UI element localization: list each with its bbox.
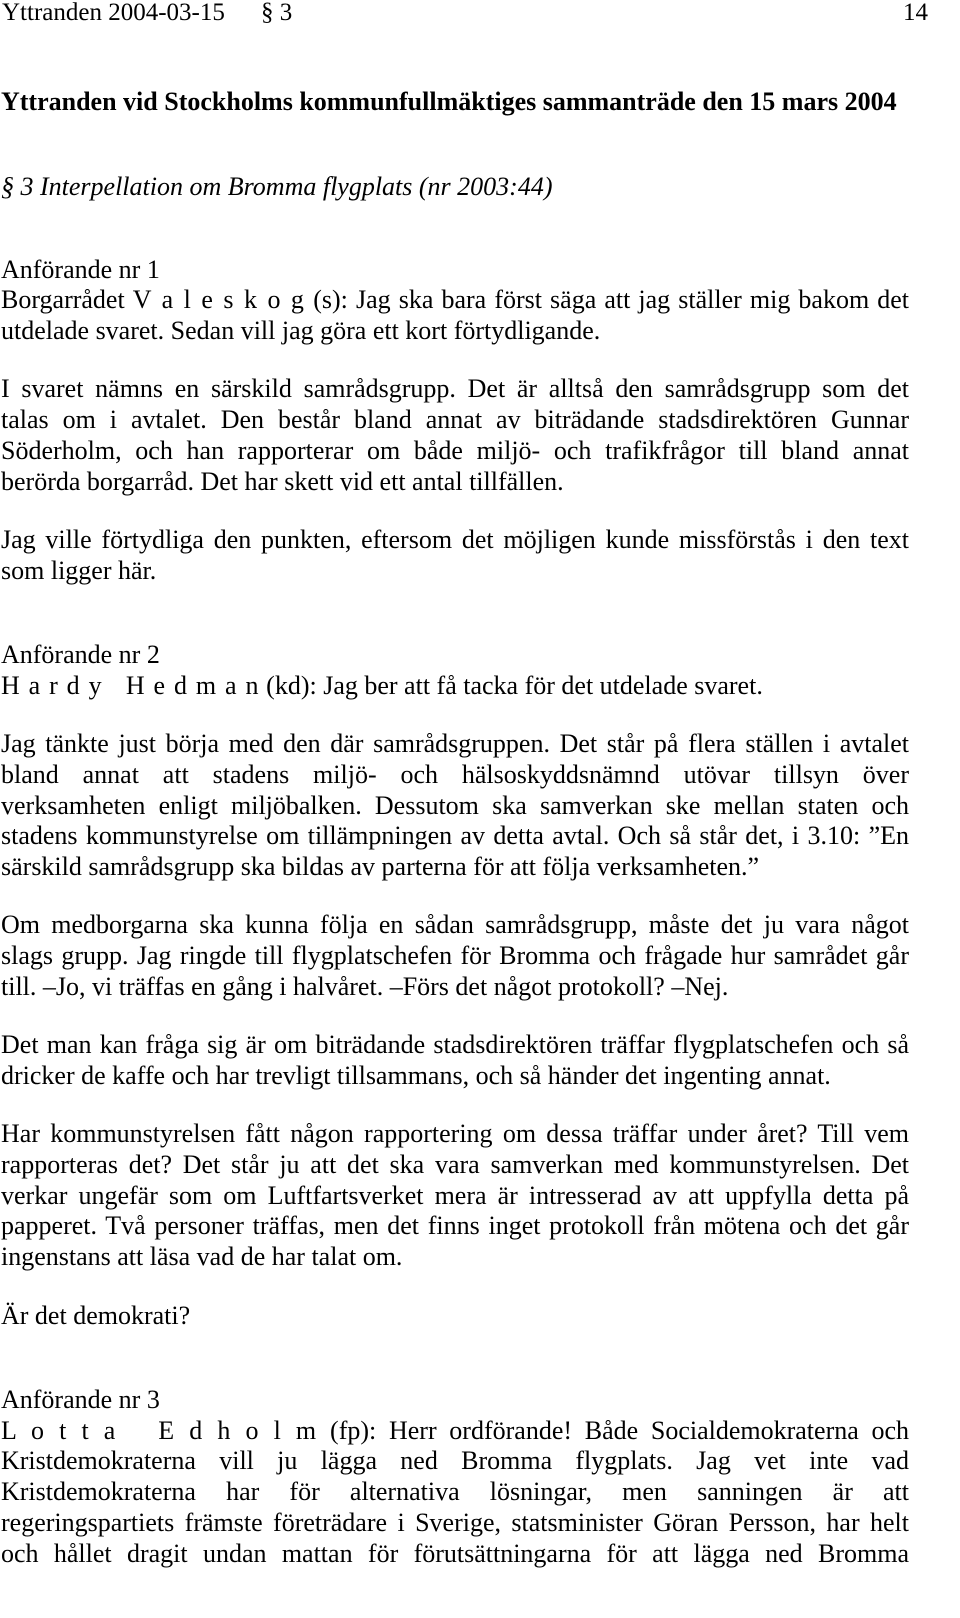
text-line	[1, 1416, 909, 1447]
speaker-title: Borgarrådet	[1, 285, 125, 315]
text-line: rapporteras det? Det står ju att det ska vara samverkan med kommunstyrelsen. Det	[1, 1149, 909, 1179]
speech-label: Anförande nr 2	[1, 640, 160, 669]
speaker-name: L o t t a E d h o l m	[1, 1415, 318, 1445]
text-line: dricker de kaffe och har trevligt tillsammans, och så händer det ingenting annat.	[1, 1060, 831, 1090]
section-heading: § 3 Interpellation om Bromma flygplats (nr 2003:44)	[1, 171, 553, 201]
text-line: särskild samrådsgrupp ska bildas av parterna för att följa verksamheten.”	[1, 852, 760, 882]
speech-text: Jag ber att få tacka för det utdelade svaret.	[323, 670, 763, 700]
speaker-name: H a r d y H e d m a n	[1, 670, 260, 700]
text-line: bland annat att stadens miljö- och hälsoskyddsnämnd utövar tillsyn över	[1, 759, 909, 789]
document-title: Yttranden vid Stockholms kommunfullmäktiges sammanträde den 15 mars 2004	[1, 86, 897, 116]
text-line: regeringspartiets främste företrädare i Sverige, statsminister Göran Persson, har helt	[1, 1507, 909, 1537]
text-line: Kristdemokraterna vill ju lägga ned Bromma flygplats. Jag vet inte vad	[1, 1446, 909, 1476]
speech-text: Jag ska bara först säga att jag ställer mig bakom det	[356, 285, 910, 315]
text-line: verksamheten enligt miljöbalken. Dessutom ska samverkan ske mellan staten och	[1, 790, 909, 820]
speaker-party: (kd):	[266, 670, 317, 700]
speech-label: Anförande nr 3	[1, 1384, 160, 1414]
text-line: papperet. Två personer träffas, men det finns inget protokoll från mötena och det går	[1, 1211, 909, 1241]
text-line: Jag ville förtydliga den punkten, eftersom det möjligen kunde missförstås i den text	[1, 524, 909, 554]
speaker-name: V a l e s k o g	[132, 285, 306, 315]
text-line: Har kommunstyrelsen fått någon rapportering om dessa träffar under året? Till vem	[1, 1119, 909, 1149]
page-number: 14	[903, 0, 928, 26]
text-line: utdelade svaret. Sedan vill jag göra ett kort förtydligande.	[1, 316, 601, 346]
text-line: Jag tänkte just börja med den där samrådsgruppen. Det står på flera ställen i avtalet	[1, 729, 909, 759]
speaker-party: (s):	[313, 285, 348, 315]
text-line: I svaret nämns en särskild samrådsgrupp. Det är alltså den samrådsgrupp som det	[1, 374, 909, 404]
header-section: § 3	[261, 0, 293, 26]
text-line: Är det demokrati?	[1, 1300, 191, 1330]
speech-label: Anförande nr 1	[1, 254, 160, 284]
text-line: och hållet dragit undan mattan för förutsättningarna för att lägga ned Bromma	[1, 1538, 909, 1568]
text-line: som ligger här.	[1, 555, 157, 585]
text-line: talas om i avtalet. Den består bland annat av biträdande stadsdirektören Gunnar	[1, 405, 909, 435]
text-line: Kristdemokraterna har för alternativa lösningar, men sanningen är att	[1, 1477, 909, 1507]
text-line: Söderholm, och han rapporterar om både miljö- och trafikfrågor till bland annat	[1, 435, 909, 465]
text-line: berörda borgarråd. Det har skett vid ett antal tillfällen.	[1, 466, 564, 496]
speech-text: Herr ordförande! Både Socialdemokraterna och	[388, 1415, 910, 1445]
speaker-party: (fp):	[330, 1415, 377, 1445]
text-line	[1, 671, 909, 702]
text-line	[1, 285, 909, 316]
text-line: till. –Jo, vi träffas en gång i halvåret. –Förs det något protokoll? –Nej.	[1, 971, 729, 1001]
header-date: Yttranden 2004-03-15	[2, 0, 225, 26]
text-line: ingenstans att läsa vad de har talat om.	[1, 1242, 403, 1272]
text-line: verkar ungefär som om Luftfartsverket mera är intresserad av att uppfylla detta på	[1, 1180, 909, 1210]
text-line: slags grupp. Jag ringde till flygplatschefen för Bromma och frågade hur samrådet går	[1, 941, 909, 971]
text-line: Om medborgarna ska kunna följa en sådan samrådsgrupp, måste det ju vara något	[1, 910, 909, 940]
text-line: Det man kan fråga sig är om biträdande stadsdirektören träffar flygplatschefen och så	[1, 1030, 909, 1060]
text-line: stadens kommunstyrelse om tillämpningen av detta avtal. Och så står det, i 3.10: ”En	[1, 821, 909, 851]
